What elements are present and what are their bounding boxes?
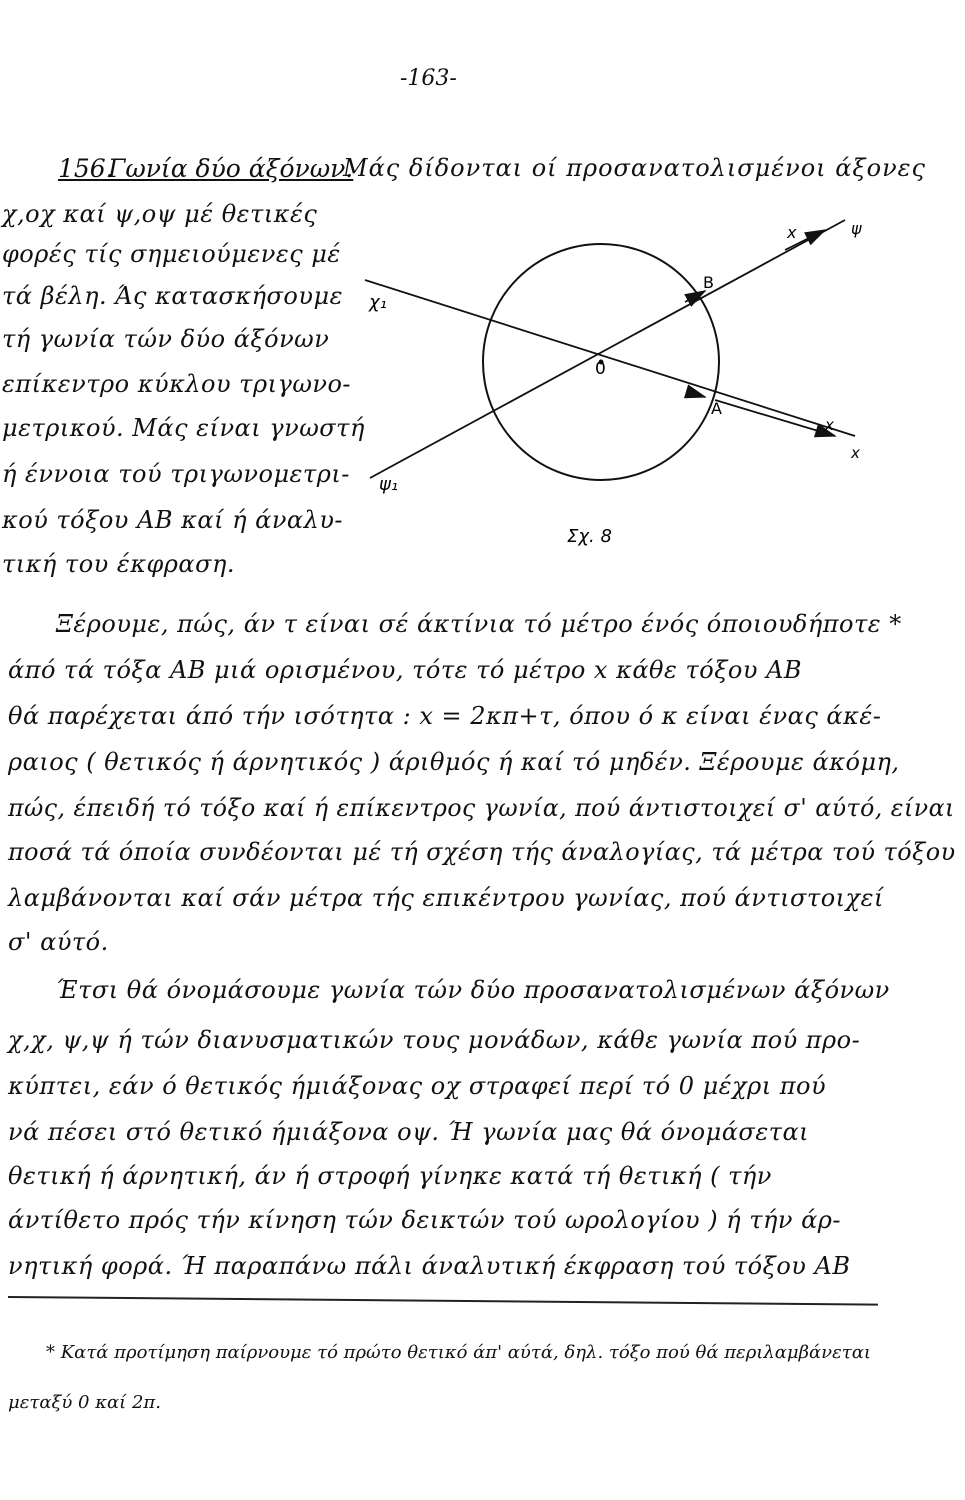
left-column-line: χ,οχ καί ψ,οψ μέ θετικές — [2, 200, 318, 228]
body-line: άντίθετο πρός τήν κίνηση τών δεικτών τού ωρολογίου ) ή τήν άρ- — [8, 1206, 842, 1234]
label-x-right: x — [825, 416, 834, 434]
page-number: -163- — [400, 66, 457, 91]
left-column-line: μετρικού. Μάς είναι γνωστή — [2, 414, 365, 442]
body-line: λαμβάνονται καί σάν μέτρα τής επικέντρου γωνίας, πού άντιστοιχεί — [8, 884, 884, 912]
body-line: σ' αύτό. — [8, 928, 109, 956]
footnote-rule — [8, 1296, 878, 1306]
axis-x-unit-arrow — [695, 394, 705, 397]
axes-circle-figure — [355, 200, 885, 560]
body-line: πώς, έπειδή τό τόξο καί ή επίκεντρος γωνία, πού άντιστοιχεί σ' αύτό, είναι — [8, 794, 955, 822]
section-intro: Μάς δίδονται οί προσανατολισμένοι άξονες — [343, 154, 926, 182]
body-line: νητική φορά. Ή παραπάνω πάλι άναλυτική έκφραση τού τόξου ΑΒ — [8, 1252, 851, 1280]
left-column-line: επίκεντρο κύκλου τριγωνο- — [2, 370, 352, 398]
body-line: θετική ή άρνητική, άν ή στροφή γίνηκε κατά τή θετική ( τήν — [8, 1162, 772, 1190]
left-column-line: τά βέλη. Άς κατασκήσουμε — [2, 282, 343, 310]
body-line: νά πέσει στό θετικό ήμιάξονα οψ. Ή γωνία μας θά όνομάσεται — [8, 1118, 810, 1146]
axis-psi — [370, 220, 845, 478]
footnote-line: * Κατά προτίμηση παίρνουμε τό πρώτο θετικό άπ' αύτά, δηλ. τόξο πού θά περιλαμβάνεται — [46, 1342, 871, 1363]
axis-x-arrow — [715, 400, 835, 436]
left-column-line: ή έννοια τού τριγωνομετρι- — [2, 460, 350, 488]
label-point-a: Α — [711, 399, 722, 418]
label-x1: χ₁ — [369, 292, 387, 313]
left-column-line: τική του έκφραση. — [2, 550, 236, 578]
label-x-right-lower: x — [851, 444, 860, 462]
body-line: κύπτει, εάν ό θετικός ήμιάξονας οχ στραφεί περί τό 0 μέχρι πού — [8, 1072, 827, 1100]
footnote-line: μεταξύ 0 καί 2π. — [8, 1392, 161, 1413]
body-line: ποσά τά όποία συνδέονται μέ τή σχέση τής άναλογίας, τά μέτρα τού τόξου — [8, 838, 956, 866]
body-line: θά παρέχεται άπό τήν ισότητα : x = 2κπ+τ, όπου ό κ είναι ένας άκέ- — [8, 702, 882, 730]
axis-x — [365, 280, 855, 436]
body-line: Έτσι θά όνομάσουμε γωνία τών δύο προσανατολισμένων άξόνων — [56, 976, 890, 1004]
figure-caption: Σχ. 8 — [567, 526, 612, 547]
label-point-b: Β — [703, 273, 714, 292]
label-x-top: x — [787, 223, 797, 242]
label-psi-top: ψ — [851, 219, 862, 238]
body-line: άπό τά τόξα ΑΒ μιά ορισμένου, τότε τό μέτρο x κάθε τόξου ΑΒ — [8, 656, 803, 684]
left-column-line: φορές τίς σημειούμενες μέ — [2, 240, 341, 268]
label-origin: 0 — [595, 359, 606, 379]
left-column-line: τή γωνία τών δύο άξόνων — [2, 325, 330, 353]
section-title: Γωνία δύο άξόνων. — [108, 154, 354, 183]
body-line: Ξέρουμε, πώς, άν τ είναι σέ άκτίνια τό μέτρο ένός όποιουδήποτε * — [56, 610, 902, 638]
body-line: ραιος ( θετικός ή άρνητικός ) άριθμός ή καί τό μηδέν. Ξέρουμε άκόμη, — [8, 748, 900, 776]
body-line: χ,χ, ψ,ψ ή τών διανυσματικών τους μονάδων, κάθε γωνία πού πρo- — [8, 1026, 861, 1054]
label-psi1: ψ₁ — [379, 474, 399, 495]
left-column-line: κού τόξου ΑΒ καί ή άναλυ- — [2, 506, 344, 534]
section-number: 156. — [58, 154, 114, 183]
